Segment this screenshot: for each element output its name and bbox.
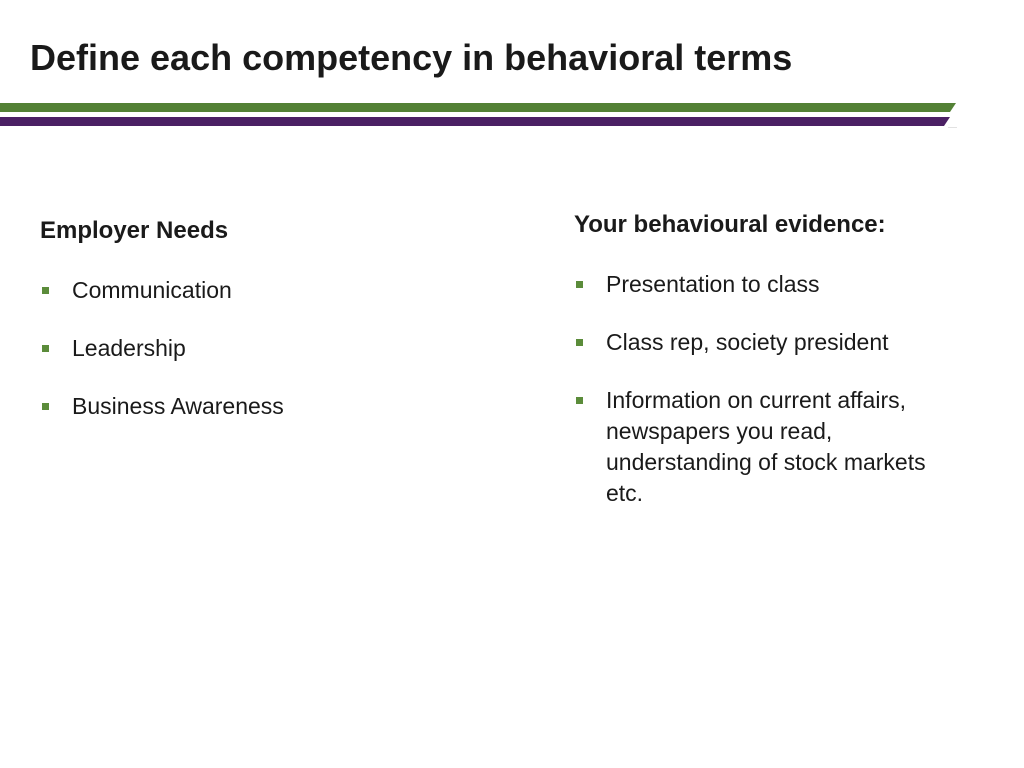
square-bullet-icon bbox=[576, 281, 583, 288]
square-bullet-icon bbox=[576, 397, 583, 404]
list-item bbox=[574, 327, 946, 358]
slide-title: Define each competency in behavioral terms bbox=[30, 37, 793, 78]
list-item-text: Communication bbox=[72, 277, 232, 303]
behavioural-evidence-column bbox=[574, 208, 946, 509]
square-bullet-icon bbox=[42, 403, 49, 410]
list-item-text: Class rep, society president bbox=[606, 329, 889, 355]
behavioural-evidence-heading: Your behavioural evidence: bbox=[574, 211, 886, 238]
list-item-text: Leadership bbox=[72, 335, 186, 361]
employer-needs-column bbox=[40, 214, 510, 422]
list-item bbox=[574, 269, 946, 300]
square-bullet-icon bbox=[42, 287, 49, 294]
behavioural-evidence-list bbox=[574, 269, 946, 509]
square-bullet-icon bbox=[42, 345, 49, 352]
list-item bbox=[40, 275, 510, 306]
list-item-text: Business Awareness bbox=[72, 393, 284, 419]
list-item bbox=[40, 333, 510, 364]
list-item-text: Presentation to class bbox=[606, 271, 820, 297]
list-item-text: Information on current affairs, newspapers you read, understanding of stock markets etc. bbox=[606, 387, 926, 506]
header-rule-green bbox=[0, 103, 956, 112]
header-rule-shadow bbox=[948, 127, 957, 128]
square-bullet-icon bbox=[576, 339, 583, 346]
header-rule-purple bbox=[0, 117, 950, 126]
employer-needs-list bbox=[40, 275, 510, 422]
list-item bbox=[574, 385, 946, 509]
employer-needs-heading: Employer Needs bbox=[40, 217, 229, 244]
list-item bbox=[40, 391, 510, 422]
